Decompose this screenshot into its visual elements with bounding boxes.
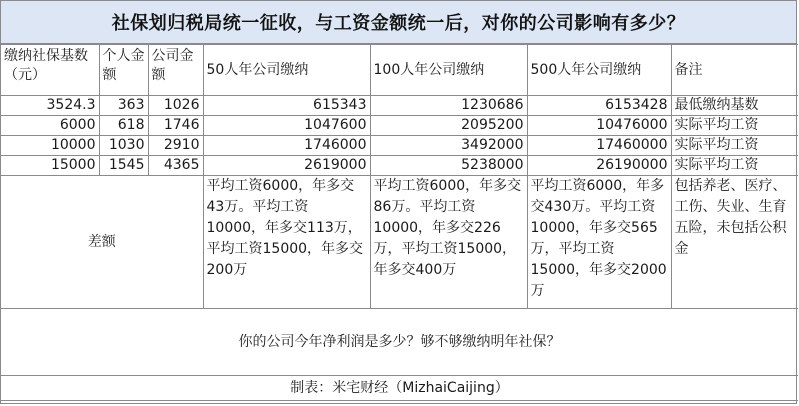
cell-500: 17460000: [527, 136, 671, 156]
cell-personal: 1030: [99, 136, 148, 156]
cell-base: 15000: [1, 156, 99, 176]
difference-100: 平均工资6000，年多交86万。平均工资10000，年多交226万，平均工资15000，年多交400万: [370, 176, 527, 309]
cell-note: 实际平均工资: [671, 116, 798, 136]
header-company: 公司金额: [148, 45, 203, 96]
footer-row: [1, 376, 798, 401]
header-50: 50人年公司缴纳: [203, 45, 370, 96]
header-base: 缴纳社保基数（元）: [1, 45, 99, 96]
cell-500: 10476000: [527, 116, 671, 136]
cell-company: 1746: [148, 116, 203, 136]
header-personal: 个人金额: [99, 45, 148, 96]
cell-100: 5238000: [370, 156, 527, 176]
cell-personal: 618: [99, 116, 148, 136]
cell-note: 最低缴纳基数: [671, 96, 798, 116]
question-row: [1, 309, 798, 376]
cell-50: 1746000: [203, 136, 370, 156]
cell-base: 10000: [1, 136, 99, 156]
cell-note: 实际平均工资: [671, 156, 798, 176]
difference-label: 差额: [1, 176, 203, 309]
header-note: 备注: [671, 45, 798, 96]
cell-note: 实际平均工资: [671, 136, 798, 156]
difference-500: 平均工资6000，年多交430万。平均工资10000，年多交565万，平均工资15000，年多交2000万: [527, 176, 671, 309]
difference-row: [1, 176, 798, 309]
table-title: 社保划归税局统一征收，与工资金额统一后，对你的公司影响有多少？: [1, 1, 796, 44]
cell-personal: 363: [99, 96, 148, 116]
cell-company: 4365: [148, 156, 203, 176]
cell-100: 3492000: [370, 136, 527, 156]
table-row: [1, 116, 798, 136]
cell-company: 1026: [148, 96, 203, 116]
cell-50: 2619000: [203, 156, 370, 176]
difference-50: 平均工资6000，年多交43万。平均工资10000，年多交113万，平均工资15000，年多交200万: [203, 176, 370, 309]
footer-credit: 制表：米宅财经（MizhaiCaijing）: [1, 376, 798, 401]
cell-100: 1230686: [370, 96, 527, 116]
difference-note: 包括养老、医疗、工伤、失业、生育五险，未包括公积金: [671, 176, 798, 309]
cell-company: 2910: [148, 136, 203, 156]
social-security-table: [1, 44, 798, 401]
cell-500: 26190000: [527, 156, 671, 176]
table-row: [1, 96, 798, 116]
table-row: [1, 156, 798, 176]
header-100: 100人年公司缴纳: [370, 45, 527, 96]
cell-100: 2095200: [370, 116, 527, 136]
header-500: 500人年公司缴纳: [527, 45, 671, 96]
cell-base: 6000: [1, 116, 99, 136]
cell-500: 6153428: [527, 96, 671, 116]
question-text: 你的公司今年净利润是多少？够不够缴纳明年社保？: [1, 309, 798, 376]
cell-base: 3524.3: [1, 96, 99, 116]
header-row: [1, 45, 798, 96]
table-row: [1, 136, 798, 156]
cell-50: 1047600: [203, 116, 370, 136]
cell-50: 615343: [203, 96, 370, 116]
cell-personal: 1545: [99, 156, 148, 176]
